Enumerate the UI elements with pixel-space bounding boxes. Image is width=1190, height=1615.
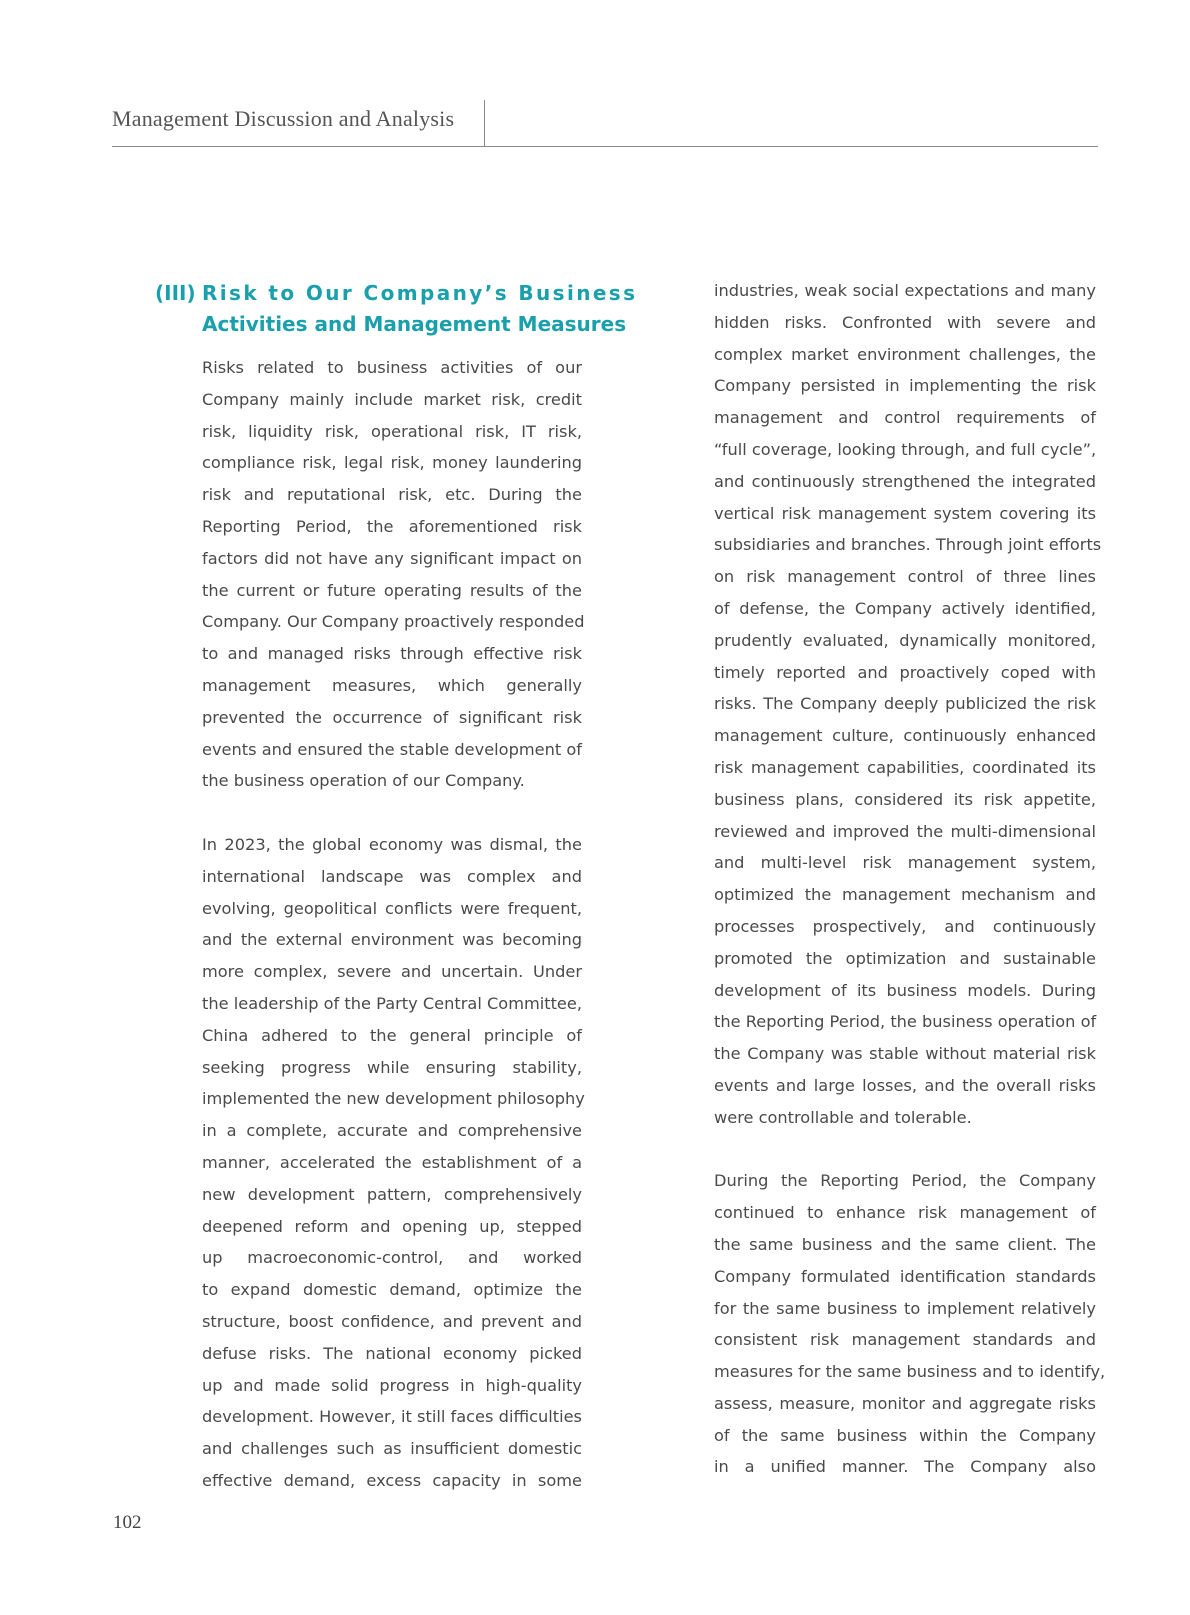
- text-line: risks. The Company deeply publicized the risk: [714, 694, 1096, 714]
- text-line: measures for the same business and to identify,: [714, 1362, 1106, 1382]
- text-line: vertical risk management system covering its: [714, 503, 1096, 523]
- text-line: development of its business models. During: [714, 980, 1096, 1000]
- text-line: business plans, considered its risk appetite,: [714, 789, 1096, 809]
- paragraph: [714, 275, 1102, 1134]
- text-line: new development pattern, comprehensively: [202, 1184, 582, 1204]
- text-line: to and managed risks through effective risk: [202, 644, 582, 664]
- text-line: and challenges such as insufficient domestic: [202, 1439, 582, 1459]
- text-line: management measures, which generally: [202, 675, 582, 695]
- text-line: Company. Our Company proactively responded: [202, 612, 585, 632]
- paragraph: [202, 352, 585, 797]
- text-line: In 2023, the global economy was dismal, the: [202, 834, 582, 854]
- text-line: China adhered to the general principle of: [202, 1025, 582, 1045]
- text-line: risk, liquidity risk, operational risk, IT risk,: [202, 421, 582, 441]
- text-line: factors did not have any significant impact on: [202, 548, 582, 568]
- text-line: management and control requirements of: [714, 408, 1096, 428]
- text-line: prevented the occurrence of significant risk: [202, 707, 582, 727]
- text-line: consistent risk management standards and: [714, 1330, 1096, 1350]
- text-line: continued to enhance risk management of: [714, 1203, 1096, 1223]
- text-line: implemented the new development philosophy: [202, 1089, 585, 1109]
- text-line: compliance risk, legal risk, money laundering: [202, 453, 582, 473]
- text-line: the Company was stable without material risk: [714, 1044, 1096, 1064]
- text-line: prudently evaluated, dynamically monitored,: [714, 630, 1096, 650]
- text-line: optimized the management mechanism and: [714, 885, 1096, 905]
- text-line: and the external environment was becoming: [202, 930, 582, 950]
- text-line: manner, accelerated the establishment of a: [202, 1152, 582, 1172]
- page-number: 102: [113, 1512, 142, 1533]
- section-title-line-2: Activities and Management Measures: [202, 312, 627, 336]
- text-line: risk management capabilities, coordinated its: [714, 757, 1096, 777]
- text-line: international landscape was complex and: [202, 866, 582, 886]
- left-column: [202, 352, 585, 1497]
- text-line: were controllable and tolerable.: [714, 1107, 972, 1127]
- text-line: the current or future operating results of the: [202, 580, 582, 600]
- text-line: defuse risks. The national economy picked: [202, 1343, 582, 1363]
- text-line: Company mainly include market risk, credit: [202, 389, 582, 409]
- text-line: the leadership of the Party Central Committee,: [202, 993, 582, 1013]
- text-line: reviewed and improved the multi-dimensional: [714, 821, 1096, 841]
- text-line: for the same business to implement relatively: [714, 1298, 1096, 1318]
- text-line: more complex, severe and uncertain. Under: [202, 962, 582, 982]
- text-line: complex market environment challenges, the: [714, 344, 1096, 364]
- text-line: in a unified manner. The Company also: [714, 1457, 1096, 1477]
- text-line: During the Reporting Period, the Company: [714, 1171, 1096, 1191]
- text-line: industries, weak social expectations and many: [714, 281, 1096, 300]
- text-line: timely reported and proactively coped with: [714, 662, 1096, 682]
- text-line: assess, measure, monitor and aggregate risks: [714, 1393, 1096, 1413]
- text-line: of the same business within the Company: [714, 1425, 1096, 1445]
- header-divider-vertical: [484, 100, 485, 146]
- text-line: subsidiaries and branches. Through joint efforts: [714, 535, 1102, 555]
- text-line: promoted the optimization and sustainable: [714, 948, 1096, 968]
- text-line: evolving, geopolitical conflicts were frequent,: [202, 898, 582, 918]
- section-number: (III): [155, 281, 196, 305]
- text-line: and continuously strengthened the integrated: [714, 471, 1096, 491]
- text-line: Company persisted in implementing the risk: [714, 376, 1096, 396]
- text-line: up macroeconomic-control, and worked: [202, 1248, 582, 1268]
- text-line: hidden risks. Confronted with severe and: [714, 312, 1096, 332]
- text-line: effective demand, excess capacity in some: [202, 1470, 582, 1490]
- text-line: to expand domestic demand, optimize the: [202, 1280, 582, 1300]
- text-line: “full coverage, looking through, and full cycle”,: [714, 439, 1097, 459]
- text-line: management culture, continuously enhanced: [714, 726, 1096, 746]
- text-line: events and ensured the stable development of: [202, 739, 582, 759]
- text-line: deepened reform and opening up, stepped: [202, 1216, 582, 1236]
- text-line: development. However, it still faces difficulties: [202, 1407, 582, 1427]
- text-line: on risk management control of three lines: [714, 567, 1096, 587]
- text-line: the Reporting Period, the business operation of: [714, 1012, 1097, 1032]
- text-line: risk and reputational risk, etc. During the: [202, 485, 582, 505]
- paragraph: [714, 1165, 1106, 1483]
- text-line: and multi-level risk management system,: [714, 853, 1096, 873]
- running-header-title: Management Discussion and Analysis: [112, 106, 455, 131]
- text-line: Company formulated identification standards: [714, 1266, 1096, 1286]
- section-title-line-1: Risk to Our Company’s Business: [202, 281, 638, 305]
- text-line: Reporting Period, the aforementioned risk: [202, 516, 582, 536]
- header-rule: [112, 146, 1098, 147]
- text-line: Risks related to business activities of our: [202, 358, 582, 377]
- text-line: the same business and the same client. The: [714, 1234, 1096, 1254]
- paragraph: [202, 829, 585, 1497]
- text-line: processes prospectively, and continuously: [714, 916, 1096, 936]
- text-line: up and made solid progress in high-quality: [202, 1375, 582, 1395]
- right-column: [714, 275, 1106, 1483]
- text-line: seeking progress while ensuring stability,: [202, 1057, 582, 1077]
- text-line: structure, boost confidence, and prevent and: [202, 1311, 582, 1331]
- text-line: events and large losses, and the overall risks: [714, 1075, 1096, 1095]
- text-line: of defense, the Company actively identified,: [714, 598, 1096, 618]
- text-line: in a complete, accurate and comprehensive: [202, 1121, 582, 1141]
- text-line: the business operation of our Company.: [202, 771, 525, 791]
